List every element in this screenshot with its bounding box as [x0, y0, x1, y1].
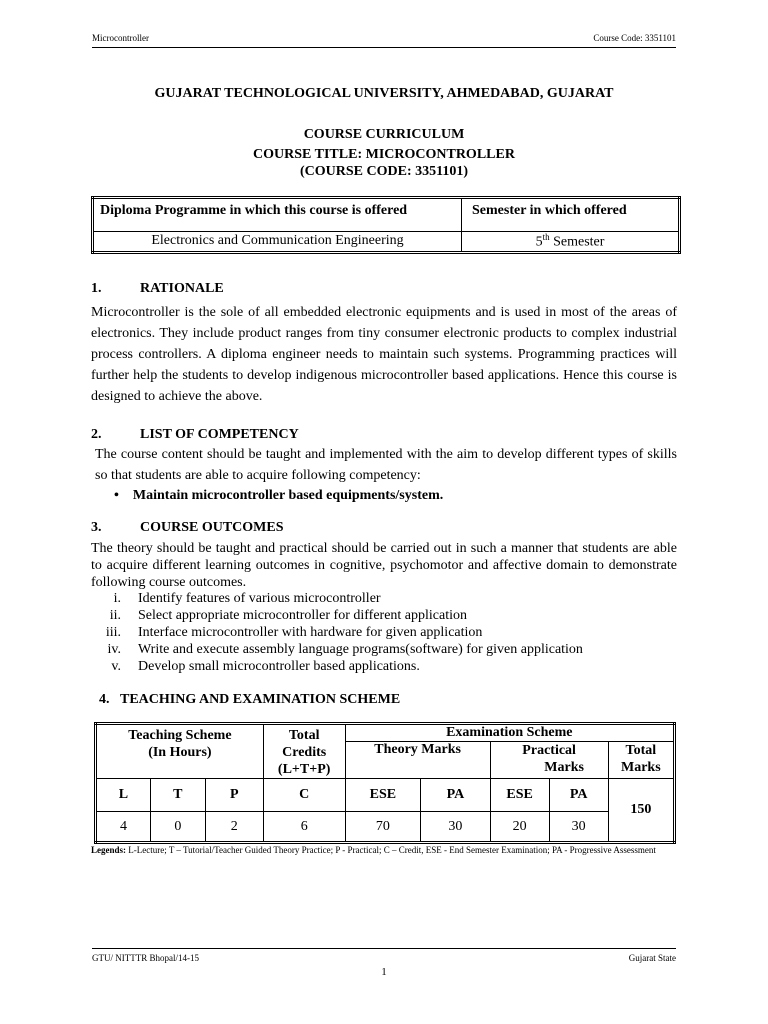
- cell-value: 6: [263, 812, 345, 843]
- section-rationale-heading: [91, 281, 224, 297]
- rationale-text: Microcontroller is the sole of all embedded electronic equipments and is used in most of the areas of electronics. They include product ranges from tiny consumer electronic products to complex industrial process controllers. A diploma engineer needs to maintain such systems. Programming practices will further help the students to develop indigenous microcontroller based applications. Hence this course is designed to achieve the above.: [91, 305, 677, 404]
- item-text: Interface microcontroller with hardware for given application: [138, 625, 483, 640]
- cell-value: 4: [96, 812, 151, 843]
- programme-header: Diploma Programme in which this course is offered: [93, 198, 462, 232]
- item-number: iii.: [105, 625, 121, 640]
- outcomes-list: [91, 590, 691, 675]
- outcomes-list-wrap: [91, 590, 691, 675]
- outcomes-text: The theory should be taught and practical should be carried out in such a manner that students are able to acquire different learning outcomes in cognitive, psychomotor and affective domain to demonstrate following course outcomes.: [91, 541, 677, 590]
- practical-marks-line1: Practical: [522, 743, 576, 759]
- semester-word: Semester: [553, 234, 605, 250]
- list-item: [91, 641, 691, 658]
- page-number: 1: [381, 966, 387, 978]
- col-header: PA: [549, 779, 608, 812]
- university-title: GUJARAT TECHNOLOGICAL UNIVERSITY, AHMEDABAD, GUJARAT: [154, 86, 614, 101]
- legend: [91, 845, 677, 856]
- cell-value: 20: [490, 812, 549, 843]
- cell-value: 2: [205, 812, 263, 843]
- section-number: 1.: [91, 281, 102, 296]
- page-header: [92, 33, 676, 48]
- cell-value: 30: [421, 812, 490, 843]
- col-header: C: [263, 779, 345, 812]
- bullet-icon: •: [114, 488, 119, 503]
- total-marks-value: 150: [608, 779, 674, 843]
- total-credits-line2: Credits: [282, 745, 327, 760]
- scheme-table: [94, 722, 676, 844]
- competency-bullet: [114, 485, 700, 506]
- legend-label: Legends:: [91, 845, 127, 855]
- course-code-title: (COURSE CODE: 3351101): [299, 164, 468, 179]
- footer-left: GTU/ NITTTR Bhopal/14-15: [92, 953, 199, 963]
- section-number: 2.: [91, 427, 102, 442]
- course-title: COURSE TITLE: MICROCONTROLLER: [253, 147, 515, 162]
- section-title: LIST OF COMPETENCY: [140, 427, 299, 442]
- section-scheme-heading: [99, 692, 400, 708]
- col-header: PA: [421, 779, 490, 812]
- col-header: T: [150, 779, 205, 812]
- competency-text: The course content should be taught and implemented with the aim to develop different types of skills so that students are able to acquire following competency:: [95, 447, 677, 483]
- section-title: TEACHING AND EXAMINATION SCHEME: [120, 692, 401, 707]
- list-item: [91, 624, 691, 641]
- item-number: i.: [113, 591, 121, 606]
- col-header: P: [205, 779, 263, 812]
- item-text: Write and execute assembly language programs(software) for given application: [138, 642, 583, 657]
- section-number: 3.: [91, 520, 102, 535]
- header-course-code: Course Code: 3351101: [593, 33, 676, 43]
- item-text: Select appropriate microcontroller for different application: [138, 608, 467, 623]
- section-outcomes-heading: [91, 520, 284, 536]
- header-subject: Microcontroller: [92, 33, 149, 43]
- semester-value: [462, 232, 680, 253]
- item-number: ii.: [109, 608, 121, 623]
- teaching-scheme-header: [96, 724, 264, 779]
- theory-marks-header: Theory Marks: [345, 742, 490, 779]
- cell-value: 70: [345, 812, 421, 843]
- list-item: [91, 658, 691, 675]
- col-header: L: [96, 779, 151, 812]
- legend-text: L-Lecture; T – Tutorial/Teacher Guided Theory Practice; P - Practical; C – Credit, ESE - End Semester Examination; PA - Progressive Assessment: [126, 845, 656, 855]
- programme-name: Electronics and Communication Engineering: [93, 232, 462, 253]
- cell-value: 0: [150, 812, 205, 843]
- list-item: [91, 607, 691, 624]
- practical-marks-line2: Marks: [544, 760, 584, 776]
- teaching-scheme-label: Teaching Scheme: [128, 728, 232, 743]
- footer-right: Gujarat State: [628, 953, 676, 963]
- total-marks-line1: Total: [625, 743, 657, 759]
- item-number: iv.: [107, 642, 121, 657]
- item-text: Identify features of various microcontroller: [138, 591, 381, 606]
- total-credits-line3: (L+T+P): [277, 762, 331, 777]
- section-number: 4.: [99, 692, 110, 707]
- col-header: ESE: [345, 779, 421, 812]
- in-hours-label: (In Hours): [148, 745, 212, 760]
- semester-number: 5: [535, 234, 543, 250]
- semester-header: Semester in which offered: [462, 198, 680, 232]
- list-item: [91, 590, 691, 607]
- item-number: v.: [111, 659, 121, 674]
- total-credits-header: [263, 724, 345, 779]
- competency-item: Maintain microcontroller based equipments/system.: [132, 488, 444, 503]
- programme-table: [91, 196, 681, 254]
- col-header: ESE: [490, 779, 549, 812]
- curriculum-title: COURSE CURRICULUM: [303, 127, 465, 142]
- practical-marks-header: [490, 742, 608, 779]
- total-marks-header: [608, 742, 674, 779]
- item-text: Develop small microcontroller based applications.: [138, 659, 420, 674]
- section-title: RATIONALE: [140, 281, 224, 296]
- cell-value: 30: [549, 812, 608, 843]
- exam-scheme-header: Examination Scheme: [345, 724, 674, 742]
- section-competency-heading: [91, 427, 299, 443]
- section-title: COURSE OUTCOMES: [140, 520, 284, 535]
- total-credits-line1: Total: [288, 728, 320, 743]
- semester-superscript: th: [542, 232, 550, 242]
- total-marks-line2: Marks: [620, 760, 661, 776]
- page-footer: [92, 948, 676, 963]
